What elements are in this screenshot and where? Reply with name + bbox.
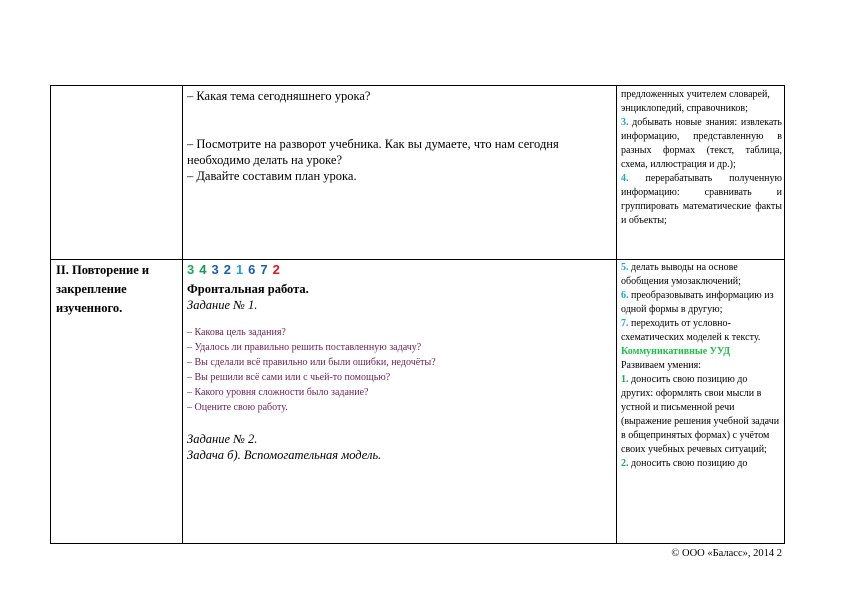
reflection-question: – Вы сделали всё правильно или были ошибки, недочёты? — [187, 357, 436, 368]
reflection-question: – Удалось ли правильно решить поставленную задачу? — [187, 342, 422, 353]
number-sequence — [187, 261, 612, 279]
table-bottom-border — [50, 543, 785, 544]
comm-item-2: 2. доносить свою позицию до — [621, 458, 748, 469]
uud-item-3: 3. добывать новые знания: извлекать информацию, представленную в разных формах (текст, таблица, схема, иллюстрация и др.); — [621, 117, 782, 170]
reflection-question: – Оцените свою работу. — [187, 402, 288, 413]
uud-continuation: предложенных учителем словарей, энциклопедий, справочников; — [621, 89, 770, 114]
uud-item-5: 5. делать выводы на основе обобщения умозаключений; — [621, 262, 741, 287]
stage-title: II. Повторение и закрепление изученного. — [56, 263, 150, 315]
table-row-divider — [50, 259, 785, 260]
table-right-border — [784, 85, 785, 544]
table-left-border — [50, 85, 51, 544]
table-top-border — [50, 85, 785, 86]
task-1-heading: Задание № 1. — [187, 298, 258, 312]
seq-digit: 6 — [248, 262, 256, 277]
reflection-question: – Какого уровня сложности было задание? — [187, 387, 369, 398]
question-topic: – Какая тема сегодняшнего урока? — [187, 89, 371, 103]
task-2-heading: Задание № 2. — [187, 432, 258, 446]
reflection-question: – Какова цель задания? — [187, 327, 286, 338]
reflection-questions — [187, 325, 612, 415]
instruction-plan: – Давайте составим план урока. — [187, 169, 357, 183]
seq-digit: 1 — [235, 262, 244, 277]
seq-digit: 2 — [272, 262, 280, 277]
question-spread: – Посмотрите на разворот учебника. Как вы думаете, что нам сегодня необходимо делать на уроке? — [187, 137, 559, 167]
seq-digit: 2 — [223, 262, 231, 277]
uud-item-7: 7. переходить от условно-схематических моделей к тексту. — [621, 318, 761, 343]
seq-digit: 7 — [260, 262, 268, 277]
communicative-uud-heading: Коммуникативные УУД — [621, 346, 731, 357]
row2-activity-cell — [187, 261, 612, 542]
seq-digit: 3 — [187, 262, 195, 277]
copyright-footer: © ООО «Баласс», 2014 2 — [671, 548, 782, 559]
comm-item-1: 1. доносить свою позицию до других: оформлять свои мысли в устной и письменной речи (выражение решения учебной задачи в общепринятых формах) с учётом своих учебных речевых ситуаций; — [621, 374, 780, 455]
uud-item-4: 4. перерабатывать полученную информацию: сравнивать и группировать математические факты и объекты; — [621, 173, 782, 226]
table-col-divider-1 — [182, 85, 183, 544]
seq-digit: 3 — [211, 262, 219, 277]
task-2-subheading: Задача б). Вспомогательная модель. — [187, 448, 382, 462]
row2-uud-cell — [621, 261, 782, 542]
row1-uud-cell — [621, 88, 782, 258]
row1-activity-cell — [187, 88, 612, 258]
stage-title-cell — [56, 261, 178, 542]
frontal-work-heading: Фронтальная работа. — [187, 282, 309, 296]
reflection-question: – Вы решили всё сами или с чьей-то помощью? — [187, 372, 391, 383]
table-col-divider-2 — [616, 85, 617, 544]
uud-item-6: 6. преобразовывать информацию из одной формы в другую; — [621, 290, 774, 315]
seq-digit: 4 — [199, 262, 207, 277]
develop-skills-label: Развиваем умения: — [621, 360, 702, 371]
